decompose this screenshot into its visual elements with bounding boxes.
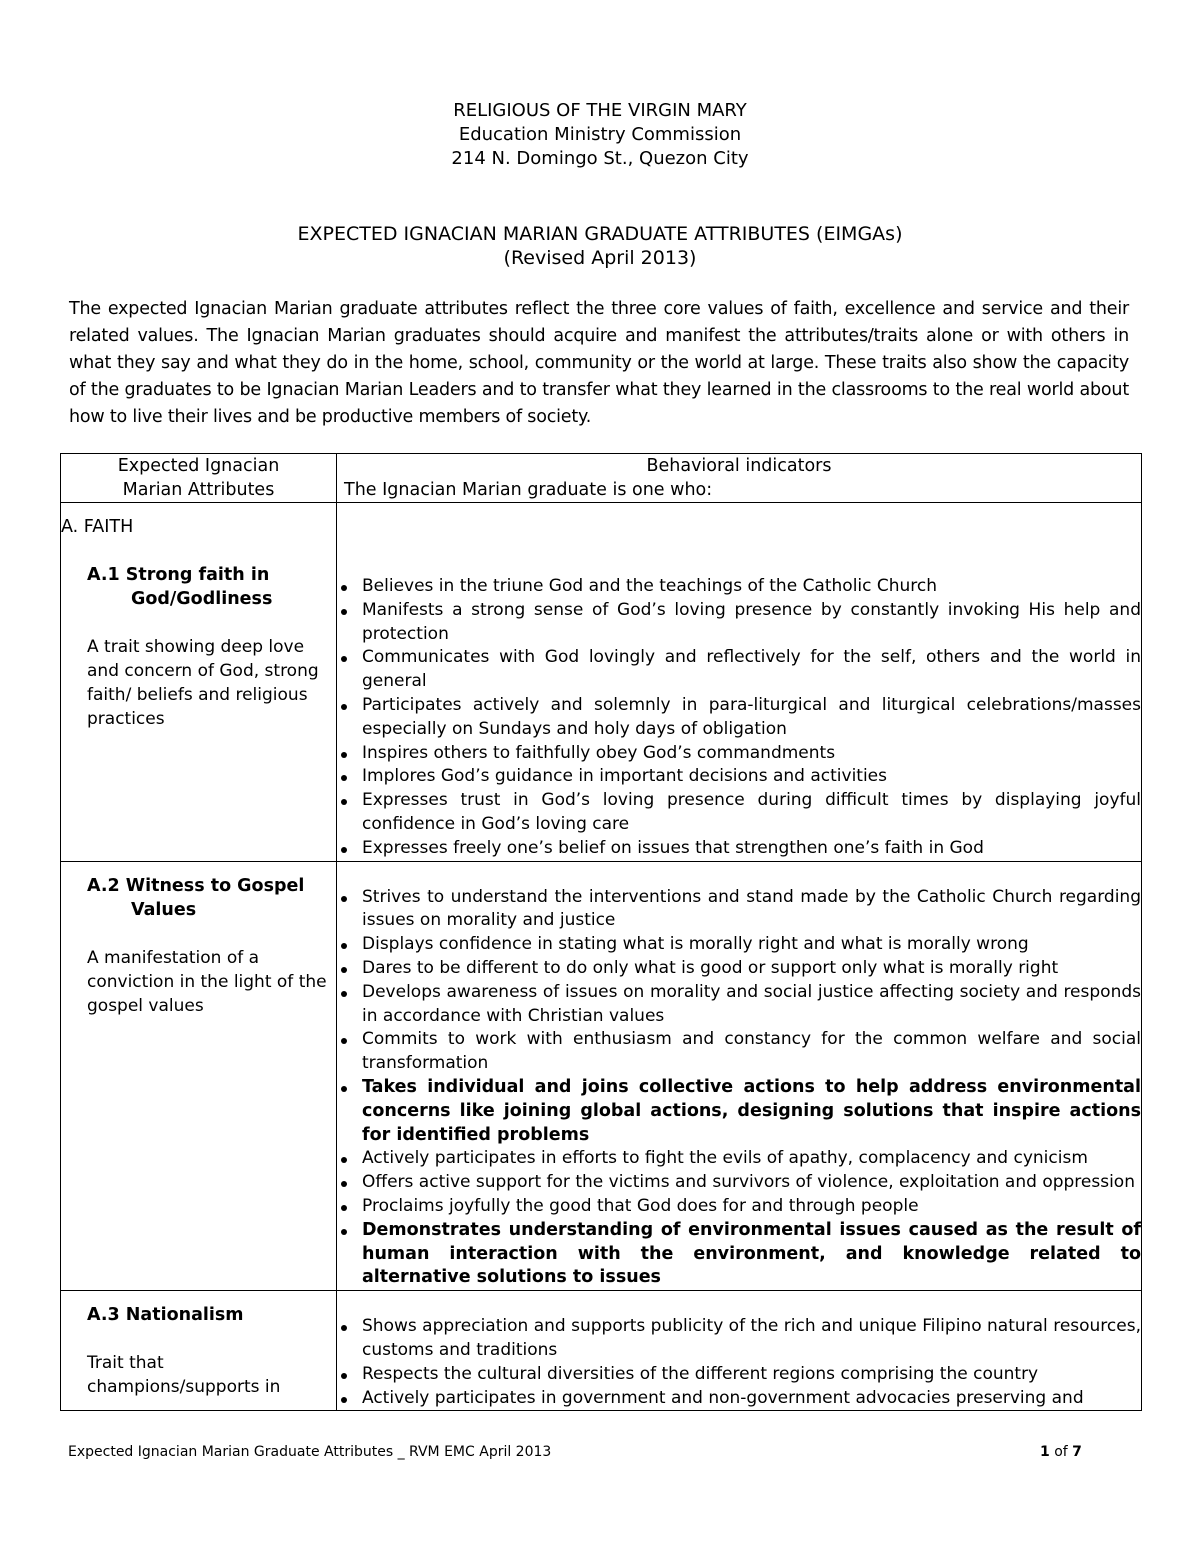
attribute-description: A manifestation of a conviction in the light of the gospel values — [87, 947, 327, 1016]
list-item: Communicates with God lovingly and reflectively for the self, others and the world in general — [337, 646, 1141, 694]
indicators-cell — [337, 861, 1142, 1291]
list-item: Respects the cultural diversities of the different regions comprising the country — [337, 1363, 1141, 1387]
page-total: 7 — [1072, 1444, 1082, 1460]
document-title — [0, 222, 1200, 270]
address: 214 N. Domingo St., Quezon City — [451, 148, 749, 169]
list-item: Believes in the triune God and the teachings of the Catholic Church — [337, 575, 1141, 599]
list-item: Manifests a strong sense of God’s loving presence by constantly invoking His help and protection — [337, 599, 1141, 647]
list-item: Expresses trust in God’s loving presence during difficult times by displaying joyful confidence in God’s loving care — [337, 789, 1141, 837]
list-item: Proclaims joyfully the good that God does for and through people — [337, 1195, 1141, 1219]
attribute-name — [61, 563, 336, 611]
attribute-name-line1: A.2 Witness to Gospel — [87, 875, 305, 896]
indicator-list — [337, 575, 1141, 861]
list-item: Strives to understand the interventions and stand made by the Catholic Church regarding issues on morality and justice — [337, 886, 1141, 934]
attribute-cell — [61, 1291, 337, 1411]
page-number — [1040, 1444, 1082, 1460]
attribute-name-line2: Values — [131, 899, 197, 920]
col2-header-line2: The Ignacian Marian graduate is one who: — [344, 480, 713, 500]
indicator-list — [337, 1315, 1141, 1410]
table-header-row — [61, 454, 1142, 503]
intro-paragraph: The expected Ignacian Marian graduate attributes reflect the three core values of faith, excellence and service and their related values. The Ignacian Marian graduates should acquire and manifest the attributes/traits alone or with others in what they say and what they do in the home, school, community or the world at large. These traits also show the capacity of the graduates to be Ignacian Marian Leaders and to transfer what they learned in the classrooms to the real world about how to live their lives and be productive members of society. — [69, 299, 1129, 427]
col-header-indicators — [337, 454, 1142, 503]
attribute-description: A trait showing deep love and concern of God, strong faith/ beliefs and religious practices — [87, 637, 319, 729]
col-header-attributes — [61, 454, 337, 503]
col2-header-line1: Behavioral indicators — [646, 456, 832, 476]
attribute-name — [61, 874, 336, 922]
attribute-description: Trait that champions/supports in — [87, 1353, 281, 1398]
list-item: Implores God’s guidance in important decisions and activities — [337, 765, 1141, 789]
list-item: Displays confidence in stating what is morally right and what is morally wrong — [337, 933, 1141, 957]
list-item: Participates actively and solemnly in para-liturgical and liturgical celebrations/masses especially on Sundays and holy days of obligation — [337, 694, 1141, 742]
page-of: of — [1054, 1444, 1068, 1460]
attribute-cell — [61, 861, 337, 1291]
table-row — [61, 861, 1142, 1291]
indicator-list — [337, 886, 1141, 1291]
title-main: EXPECTED IGNACIAN MARIAN GRADUATE ATTRIBUTES (EIMGAs) — [297, 223, 903, 245]
list-item: Develops awareness of issues on morality and social justice affecting society and responds in accordance with Christian values — [337, 981, 1141, 1029]
table-row — [61, 1291, 1142, 1411]
list-item: Commits to work with enthusiasm and constancy for the common welfare and social transformation — [337, 1028, 1141, 1076]
footer-text: Expected Ignacian Marian Graduate Attributes _ RVM EMC April 2013 — [68, 1444, 552, 1460]
section-title: A. FAITH — [61, 517, 134, 537]
list-item: Offers active support for the victims and survivors of violence, exploitation and oppression — [337, 1171, 1141, 1195]
list-item: Actively participates in government and non-government advocacies preserving and — [337, 1387, 1141, 1411]
attribute-name-line1: A.1 Strong faith in — [87, 565, 270, 585]
org-name: RELIGIOUS OF THE VIRGIN MARY — [453, 100, 747, 121]
title-revised: (Revised April 2013) — [503, 247, 697, 269]
list-item: Inspires others to faithfully obey God’s commandments — [337, 742, 1141, 766]
list-item: Takes individual and joins collective actions to help address environmental concerns like joining global actions, designing solutions that inspire actions for identified problems — [337, 1076, 1141, 1147]
commission-name: Education Ministry Commission — [458, 124, 742, 145]
list-item: Dares to be different to do only what is good or support only what is morally right — [337, 957, 1141, 981]
document-header — [0, 99, 1200, 171]
list-item: Shows appreciation and supports publicity of the rich and unique Filipino natural resources, customs and traditions — [337, 1315, 1141, 1363]
attribute-name: A.3 Nationalism — [87, 1305, 244, 1326]
indicators-cell — [337, 503, 1142, 862]
attribute-name-line2: God/Godliness — [131, 589, 273, 609]
table-row — [61, 503, 1142, 862]
col1-header-line2: Marian Attributes — [122, 480, 275, 500]
attributes-table — [60, 453, 1142, 1411]
page-current: 1 — [1040, 1444, 1050, 1460]
col1-header-line1: Expected Ignacian — [117, 456, 280, 476]
attribute-cell — [61, 503, 337, 862]
list-item: Demonstrates understanding of environmental issues caused as the result of human interaction with the environment, and knowledge related to alternative solutions to issues — [337, 1219, 1141, 1290]
indicators-cell — [337, 1291, 1142, 1411]
list-item: Actively participates in efforts to fight the evils of apathy, complacency and cynicism — [337, 1147, 1141, 1171]
list-item: Expresses freely one’s belief on issues that strengthen one’s faith in God — [337, 837, 1141, 861]
